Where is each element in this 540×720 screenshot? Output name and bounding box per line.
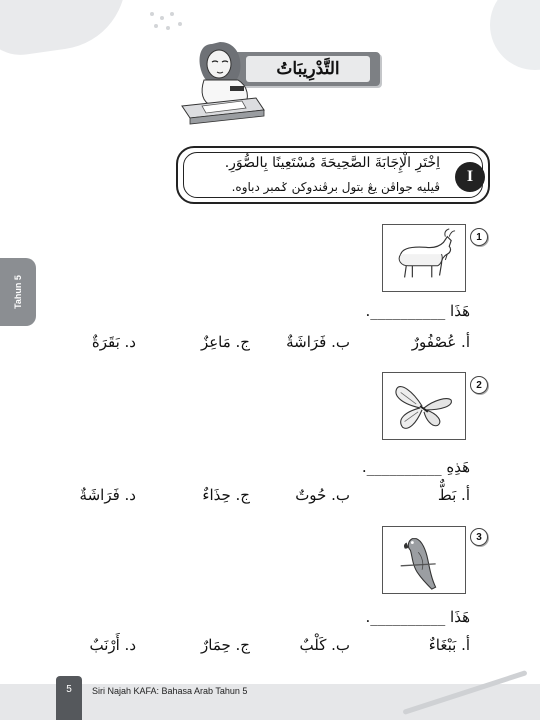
instruction-box [176, 146, 490, 204]
question-number: 3 [470, 528, 488, 546]
page-title: التَّدْرِيبَاتُ [246, 56, 370, 82]
page-number: 5 [66, 684, 72, 695]
option-a[interactable]: أ. بَبْغَاءٌ [428, 636, 470, 654]
option-d[interactable]: د. فَرَاشَةٌ [79, 486, 136, 504]
side-tab-label: Tahun 5 [13, 275, 23, 309]
butterfly-picture [382, 372, 466, 440]
question-stem: هَذِهِ __________. [361, 458, 470, 476]
decor-shape-top-left [0, 0, 135, 60]
instruction-jawi: ڤيليه جواڤن يڠ بتول برڤندوكن ݢمبر دباوه. [231, 180, 440, 194]
option-a[interactable]: أ. بَطٌّ [437, 486, 470, 504]
option-b[interactable]: ب. فَرَاشَةٌ [286, 333, 350, 351]
parrot-picture [382, 526, 466, 594]
option-a[interactable]: أ. عُصْفُورٌ [411, 333, 470, 351]
option-c[interactable]: ج. حِمَارٌ [201, 636, 250, 654]
question-stem: هَذَا __________. [365, 608, 470, 626]
option-c[interactable]: ج. حِذَاءٌ [202, 486, 250, 504]
page-number-box [56, 676, 82, 720]
section-badge: I [455, 162, 485, 192]
question-number: 1 [470, 228, 488, 246]
question-stem: هَذَا __________. [365, 302, 470, 320]
question-number: 2 [470, 376, 488, 394]
book-title: Siri Najah KAFA: Bahasa Arab Tahun 5 [92, 686, 248, 696]
option-c[interactable]: ج. مَاعِزٌ [200, 333, 250, 351]
instruction-arabic: اِخْتَرِ الْإِجَابَةَ الصَّحِيحَةَ مُسْتَعِينًا بِالصُّوَرِ. [224, 155, 440, 171]
option-b[interactable]: ب. حُوتٌ [295, 486, 350, 504]
decor-shape-top-right [490, 0, 540, 70]
student-writing-illustration [172, 36, 272, 126]
option-d[interactable]: د. أَرْنَبٌ [89, 636, 136, 654]
option-b[interactable]: ب. كَلْبٌ [299, 636, 350, 654]
goat-picture [382, 224, 466, 292]
option-d[interactable]: د. بَقَرَةٌ [91, 333, 136, 351]
